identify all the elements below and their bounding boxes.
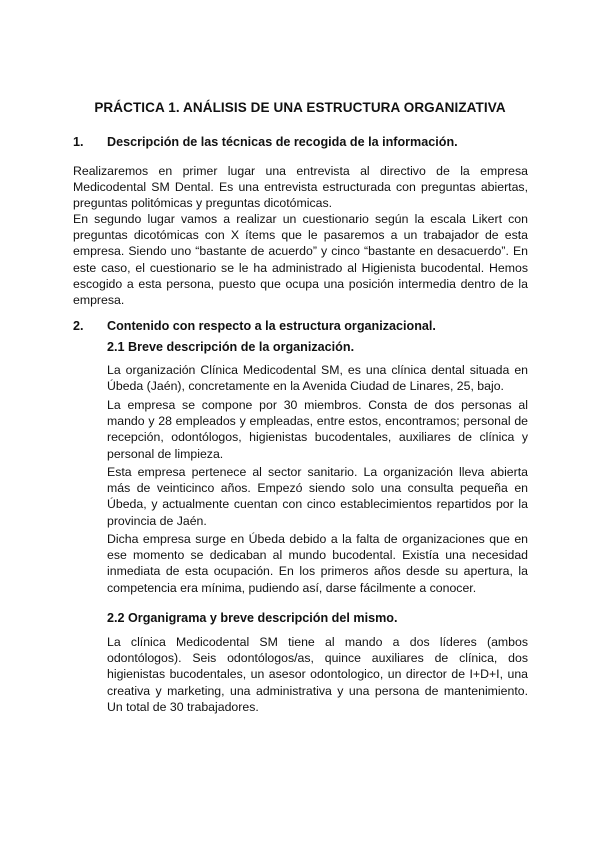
subsection-2-2-heading: 2.2 Organigrama y breve descripción del mismo. xyxy=(107,611,398,625)
subsection-2-1-paragraph-4: Dicha empresa surge en Úbeda debido a la falta de organizaciones que en ese momento se dedicaban al mundo bucodental. Existía una necesidad inmediata de esta ocupación. En los primeros años desde su apertura, la competencia era mínima, pudiendo así, darse fácilmente a conocer. xyxy=(107,532,528,595)
section-2-title: Contenido con respecto a la estructura organizacional. xyxy=(107,319,436,333)
section-1-paragraph-1: Realizaremos en primer lugar una entrevista al directivo de la empresa Medicodental SM Dental. Es una entrevista estructurada con preguntas abiertas, preguntas politómicas y preguntas dicotómicas. xyxy=(73,164,528,211)
subsection-2-1-paragraph-3: Esta empresa pertenece al sector sanitario. La organización lleva abierta más de veinticinco años. Empezó siendo solo una consulta pequeña en Úbeda, y actualmente cuentan con cinco establecimientos repartidos por la provincia de Jaén. xyxy=(107,465,528,528)
section-2-number: 2. xyxy=(73,319,84,333)
subsection-2-2-paragraph-1: La clínica Medicodental SM tiene al mando a dos líderes (ambos odontólogos). Seis odontólogos/as, quince auxiliares de clínica, dos higienistas bucodentales, un asesor odontologico, un director de I+D+I, una creativa y marketing, una administrativa y una persona de mantenimiento. Un total de 30 trabajadores. xyxy=(107,635,528,714)
section-1-number: 1. xyxy=(73,135,84,149)
document-title: PRÁCTICA 1. ANÁLISIS DE UNA ESTRUCTURA ORGANIZATIVA xyxy=(94,100,506,115)
section-1-title: Descripción de las técnicas de recogida de la información. xyxy=(107,135,458,149)
subsection-2-1-paragraph-1: La organización Clínica Medicodental SM, es una clínica dental situada en Úbeda (Jaén), concretamente en la Avenida Ciudad de Linares, 25, bajo. xyxy=(107,363,528,394)
subsection-2-1-paragraph-2: La empresa se compone por 30 miembros. Consta de dos personas al mando y 28 empleados y empleadas, entre estos, encontramos; personal de recepción, odontólogos, higienistas bucodentales, auxiliares de clínica y personal de limpieza. xyxy=(107,398,528,461)
subsection-2-1-heading: 2.1 Breve descripción de la organización. xyxy=(107,340,355,354)
section-1-paragraph-2: En segundo lugar vamos a realizar un cuestionario según la escala Likert con preguntas dicotómicas con X ítems que le pasaremos a un trabajador de esta empresa. Siendo uno “bastante de acuerdo” y cinco “bastante en desacuerdo”. En este caso, el cuestionario se le ha administrado al Higienista bucodental. Hemos escogido a esta persona, puesto que ocupa una posición intermedia dentro de la empresa. xyxy=(73,212,528,308)
